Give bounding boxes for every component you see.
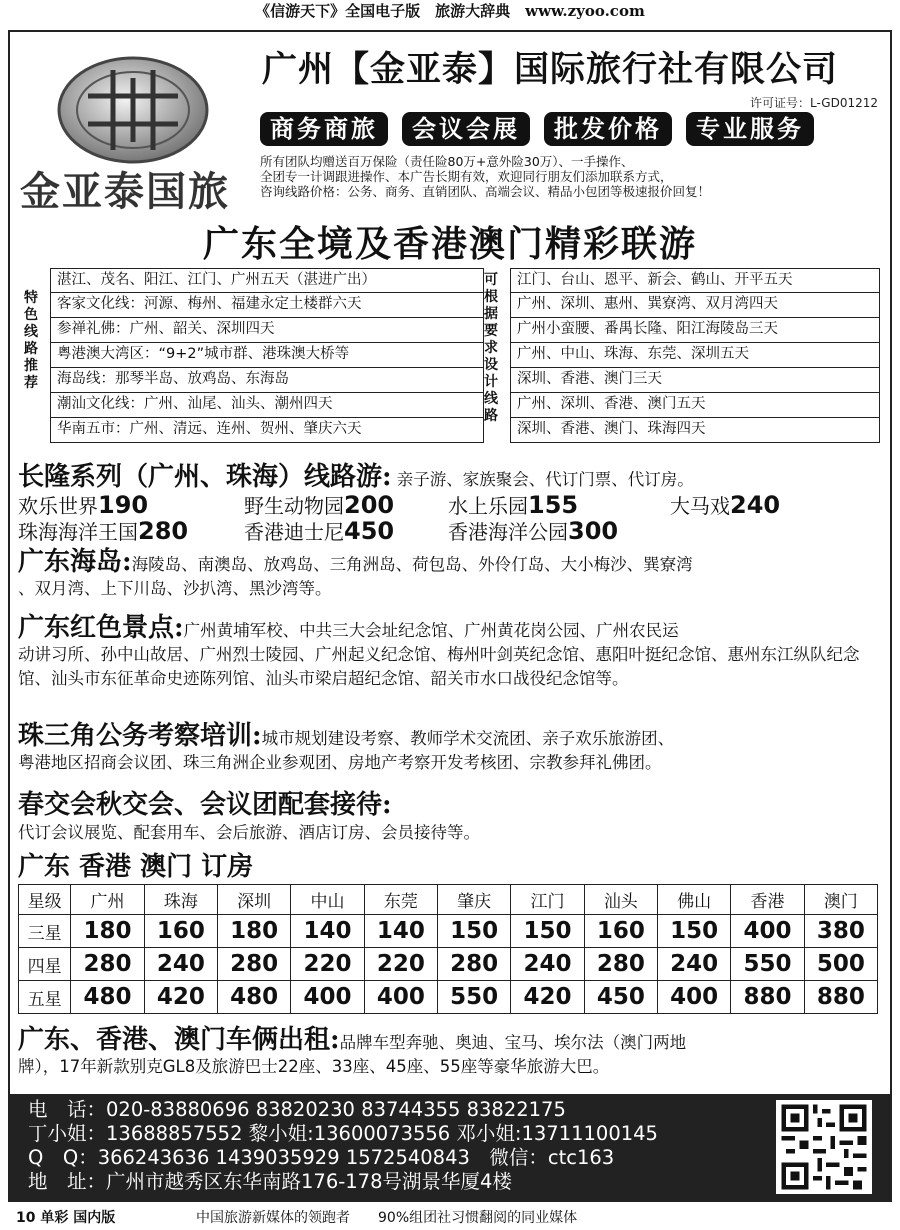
service-note xyxy=(260,154,880,199)
table-cell: 150 xyxy=(511,915,584,948)
table-header-cell: 佛山 xyxy=(657,885,730,915)
table-cell: 450 xyxy=(584,981,657,1014)
section-body: 牌），17年新款别克GL8及旅游巴士22座、33座、45座、55座等豪华旅游大巴。 xyxy=(18,1057,610,1076)
table-row xyxy=(19,948,878,981)
car-rental-section xyxy=(18,1025,884,1079)
routes-right-label: 可根据要求设计线路 xyxy=(484,272,498,424)
note-line: 所有团队均赠送百万保险（责任险80万+意外险30万）、一手操作、 xyxy=(260,154,634,169)
section-body: 品牌车型奔驰、奥迪、宝马、埃尔法（澳门两地 xyxy=(339,1033,687,1052)
table-cell: 280 xyxy=(438,948,511,981)
main-headline: 广东全境及香港澳门精彩联游 xyxy=(202,223,697,265)
routes-left-column xyxy=(50,268,484,443)
route-item: 湛江、茂名、阳江、江门、广州五天（湛进广出） xyxy=(50,268,484,293)
table-header-cell: 星级 xyxy=(19,885,71,915)
route-item: 参禅礼佛：广州、韶关、深圳四天 xyxy=(50,318,484,343)
company-name: 广州【金亚泰】国际旅行社有限公司 xyxy=(262,49,839,90)
table-cell: 140 xyxy=(291,915,364,948)
hotel-section xyxy=(18,846,884,883)
note-line: 全团专一计调跟进操作、本广告长期有效，欢迎同行朋友们添加联系方式， xyxy=(260,169,673,184)
table-cell: 400 xyxy=(657,981,730,1014)
price-item: 水上乐园155 xyxy=(448,491,579,519)
table-header-cell: 肇庆 xyxy=(438,885,511,915)
section-body: 广州黄埔军校、中共三大会址纪念馆、广州黄花岗公园、广州农民运 xyxy=(183,621,679,640)
section-title: 广东 香港 澳门 订房 xyxy=(18,852,254,882)
table-cell: 480 xyxy=(218,981,291,1014)
table-cell: 150 xyxy=(657,915,730,948)
route-item: 广州、深圳、惠州、巽寮湾、双月湾四天 xyxy=(510,293,880,318)
logo-text: 金亚泰国旅 xyxy=(20,168,230,215)
table-header-cell: 中山 xyxy=(291,885,364,915)
table-cell: 500 xyxy=(804,948,877,981)
section-title: 广东红色景点: xyxy=(18,613,184,643)
table-header-cell: 汕头 xyxy=(584,885,657,915)
section-title: 长隆系列（广州、珠海）线路游: xyxy=(18,462,392,492)
route-item: 深圳、香港、澳门、珠海四天 xyxy=(510,418,880,443)
table-header-cell: 香港 xyxy=(731,885,804,915)
section-body: 粤港地区招商会议团、珠三角洲企业参观团、房地产考察开发考核团、宗教参拜礼佛团。 xyxy=(18,753,662,772)
routes-grid xyxy=(18,268,880,444)
service-pills xyxy=(260,112,814,146)
contact-mobile: 丁小姐：13688857552 黎小姐:13600073556 邓小姐:13711100145 xyxy=(28,1122,658,1145)
table-header-cell: 江门 xyxy=(511,885,584,915)
route-item: 华南五市：广州、清远、连州、贺州、肇庆六天 xyxy=(50,418,484,443)
route-item: 广州、深圳、香港、澳门五天 xyxy=(510,393,880,418)
route-item: 粤港澳大湾区：“9+2”城市群、港珠澳大桥等 xyxy=(50,343,484,368)
contact-qq: Q Q：366243636 1439035929 1572540843 微信：ctc163 xyxy=(28,1146,615,1169)
changlong-section xyxy=(18,456,884,493)
table-cell: 420 xyxy=(144,981,217,1014)
contact-phone: 电 话：020-83880696 83820230 83744355 83822175 xyxy=(28,1098,566,1121)
table-cell: 550 xyxy=(731,948,804,981)
table-cell: 280 xyxy=(218,948,291,981)
fair-section xyxy=(18,784,884,845)
table-cell: 240 xyxy=(144,948,217,981)
route-item: 深圳、香港、澳门三天 xyxy=(510,368,880,393)
table-cell: 160 xyxy=(144,915,217,948)
price-item: 香港迪士尼450 xyxy=(244,517,395,545)
route-item: 广州、中山、珠海、东莞、深圳五天 xyxy=(510,343,880,368)
table-cell: 380 xyxy=(804,915,877,948)
table-cell: 180 xyxy=(71,915,144,948)
training-section xyxy=(18,721,884,775)
table-header-row xyxy=(19,885,878,915)
table-cell: 280 xyxy=(584,948,657,981)
route-item: 海岛线：那琴半岛、放鸡岛、东海岛 xyxy=(50,368,484,393)
table-cell: 400 xyxy=(291,981,364,1014)
table-cell: 280 xyxy=(71,948,144,981)
table-cell: 180 xyxy=(218,915,291,948)
table-cell: 220 xyxy=(291,948,364,981)
section-title: 广东、香港、澳门车俩出租: xyxy=(18,1025,340,1055)
table-cell: 五星 xyxy=(19,981,71,1014)
section-body: 代订会议展览、配套用车、会后旅游、酒店订房、会员接待等。 xyxy=(18,823,480,842)
route-item: 江门、台山、恩平、新会、鹤山、开平五天 xyxy=(510,268,880,293)
table-header-cell: 深圳 xyxy=(218,885,291,915)
table-cell: 550 xyxy=(438,981,511,1014)
table-cell: 140 xyxy=(364,915,437,948)
routes-right-column xyxy=(510,268,880,443)
table-cell: 160 xyxy=(584,915,657,948)
price-item: 珠海海洋王国280 xyxy=(18,517,189,545)
contact-panel xyxy=(10,1094,890,1200)
section-body: 海陵岛、南澳岛、放鸡岛、三角洲岛、荷包岛、外伶仃岛、大小梅沙、巽寮湾 xyxy=(131,555,693,574)
footer-left: 10 单彩 国内版 xyxy=(16,1210,116,1226)
pill-business-travel: 商务商旅 xyxy=(260,112,388,146)
section-title: 广东海岛: xyxy=(18,547,132,577)
routes-left-label: 特色线路推荐 xyxy=(24,290,38,391)
table-cell: 四星 xyxy=(19,948,71,981)
section-subtitle: 亲子游、家族聚会、代订门票、代订房。 xyxy=(396,470,694,489)
price-item: 野生动物园200 xyxy=(244,491,395,519)
table-header-cell: 澳门 xyxy=(804,885,877,915)
hotel-price-table xyxy=(18,884,878,1014)
license-number: 许可证号：L-GD01212 xyxy=(750,96,878,110)
table-cell: 240 xyxy=(511,948,584,981)
table-row xyxy=(19,915,878,948)
top-banner: 《信游天下》全国电子版 旅游大辞典 www.zyoo.com xyxy=(255,2,645,20)
islands-section xyxy=(18,547,884,601)
table-header-cell: 东莞 xyxy=(364,885,437,915)
table-row xyxy=(19,981,878,1014)
price-item: 香港海洋公园300 xyxy=(448,517,619,545)
page-footer xyxy=(0,1206,900,1230)
table-cell: 150 xyxy=(438,915,511,948)
section-title: 春交会秋交会、会议团配套接待: xyxy=(18,790,392,820)
qr-code-icon xyxy=(776,1100,872,1194)
table-header-cell: 广州 xyxy=(71,885,144,915)
red-sites-section xyxy=(18,613,884,691)
table-cell: 三星 xyxy=(19,915,71,948)
table-cell: 400 xyxy=(731,915,804,948)
table-cell: 220 xyxy=(364,948,437,981)
section-title: 珠三角公务考察培训: xyxy=(18,721,262,751)
route-item: 潮汕文化线：广州、汕尾、汕头、潮州四天 xyxy=(50,393,484,418)
route-item: 广州小蛮腰、番禺长隆、阳江海陵岛三天 xyxy=(510,318,880,343)
pill-wholesale: 批发价格 xyxy=(544,112,672,146)
table-cell: 880 xyxy=(731,981,804,1014)
footer-right: 中国旅游新媒体的领跑者 90%组团社习惯翻阅的同业媒体 xyxy=(196,1210,578,1226)
table-cell: 400 xyxy=(364,981,437,1014)
pill-conference: 会议会展 xyxy=(402,112,530,146)
pill-professional: 专业服务 xyxy=(686,112,814,146)
note-line: 咨询线路价格：公务、商务、直销团队、高端会议、精品小包团等极速报价回复！ xyxy=(260,184,711,199)
contact-address: 地 址：广州市越秀区东华南路176-178号湖景华厦4楼 xyxy=(28,1170,512,1193)
table-header-cell: 珠海 xyxy=(144,885,217,915)
route-item: 客家文化线：河源、梅州、福建永定土楼群六天 xyxy=(50,293,484,318)
price-item: 大马戏240 xyxy=(670,491,781,519)
section-body: 、双月湾、上下川岛、沙扒湾、黑沙湾等。 xyxy=(18,579,332,598)
section-body: 城市规划建设考察、教师学术交流团、亲子欢乐旅游团、 xyxy=(261,729,675,748)
price-item: 欢乐世界190 xyxy=(18,491,149,519)
table-cell: 480 xyxy=(71,981,144,1014)
table-cell: 240 xyxy=(657,948,730,981)
table-cell: 880 xyxy=(804,981,877,1014)
table-cell: 420 xyxy=(511,981,584,1014)
section-body: 动讲习所、孙中山故居、广州烈士陵园、广州起义纪念馆、梅州叶剑英纪念馆、惠阳叶挺纪念馆、惠州东江纵队纪念馆、汕头市东征革命史迹陈列馆、汕头市梁启超纪念馆、韶关市水口战役纪念馆等。 xyxy=(18,645,860,688)
